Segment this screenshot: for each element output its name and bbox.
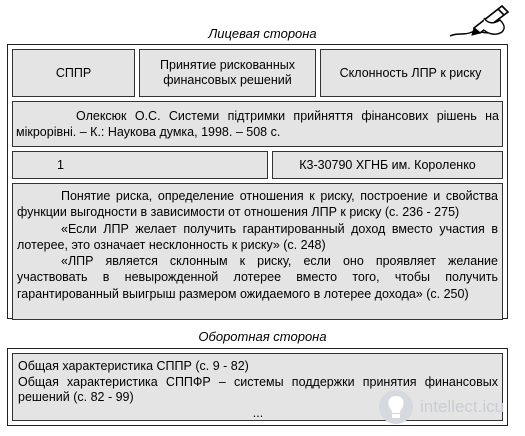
header-cell-subtopic: Склонность ЛПР к риску [320,49,501,97]
back-side-caption: Оборотная сторона [198,329,327,344]
catalog-row [12,151,503,179]
bibliography-row: Олексюк О.С. Системи підтримки прийняття фінансових рішень на мікрорівні. – К.: Наукова думка, 1998. – 508 с. [12,101,503,147]
back-line: Общая характеристика СППР (с. 9 - 82) [18,359,249,373]
abstract-row [12,183,503,320]
library-code: К3-30790 ХГНБ им. Короленко [272,151,503,179]
header-cell-topic: Принятие рискованных финансовых решений [139,49,316,97]
front-card [7,44,508,319]
abstract-paragraph: Понятие риска, определение отношения к риску, построение и свойства функции выгодности в зависимости от отношения ЛПР к риску (с. 236 - 275) [17,189,498,220]
front-side-caption: Лицевая сторона [208,26,317,41]
back-line: Общая характеристика СППФР – системы поддержки принятия финансовых решений (с. 82 - 99) [18,374,498,405]
abstract-quote: «Если ЛПР желает получить гарантированный доход вместо участия в лотерее, это означает несклонность к риску» (с. 248) [17,221,498,252]
watermark-text: intellect.icu [420,397,505,416]
abstract-quote: «ЛПР является склонным к риску, если оно проявляет желание участвовать в невырожденной лотерее вместо того, чтобы получить гарантированный выигрыш размером ожидаемого в лотерее дохода» (с. 250) [17,254,498,301]
back-ellipsis: ... [252,405,264,420]
copy-number: 1 [12,151,268,179]
card-header-row [12,49,503,97]
header-cell-system: СППР [12,49,135,97]
watermark [376,384,524,430]
lightbulb-icon [376,387,416,427]
